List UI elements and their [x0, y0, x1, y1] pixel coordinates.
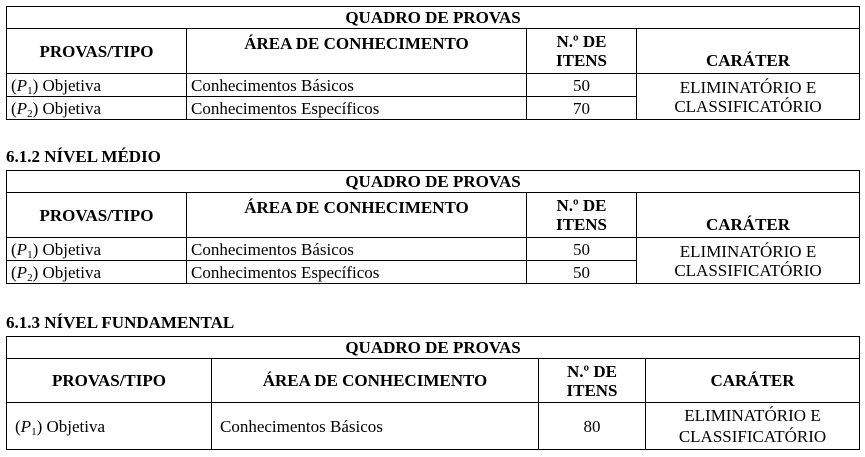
cell-provas-tipo: $(P_1)$ Objetiva	[7, 238, 187, 261]
header-numero-itens: N.º DE ITENS	[527, 29, 637, 74]
section-heading-nivel-medio: 6.1.2 NÍVEL MÉDIO	[6, 147, 161, 166]
cell-itens: 80	[539, 403, 646, 450]
quadro-provas-table-medio	[6, 170, 860, 284]
cell-itens: 50	[527, 74, 637, 97]
header-area-conhecimento: ÁREA DE CONHECIMENTO	[187, 193, 527, 238]
header-provas-tipo: PROVAS/TIPO	[7, 359, 212, 403]
cell-area: Conhecimentos Básicos	[187, 238, 527, 261]
cell-provas-tipo: $(P_1)$ Objetiva	[7, 403, 212, 450]
cell-itens: 50	[527, 261, 637, 284]
header-numero-itens: N.º DE ITENS	[539, 359, 646, 403]
header-carater: CARÁTER	[646, 359, 860, 403]
table-title: QUADRO DE PROVAS	[7, 7, 860, 29]
quadro-provas-table-superior	[6, 6, 860, 120]
quadro-provas-table-fundamental	[6, 336, 860, 450]
cell-provas-tipo: $(P_2)$ Objetiva	[7, 97, 187, 120]
table-row	[7, 238, 860, 261]
cell-itens: 70	[527, 97, 637, 120]
header-provas-tipo: PROVAS/TIPO	[7, 193, 187, 238]
cell-area: Conhecimentos Específicos	[187, 261, 527, 284]
table-row	[7, 403, 860, 450]
table-row	[7, 74, 860, 97]
header-area-conhecimento: ÁREA DE CONHECIMENTO	[187, 29, 527, 74]
cell-carater: ELIMINATÓRIO E CLASSIFICATÓRIO	[637, 74, 860, 120]
table-title: QUADRO DE PROVAS	[7, 337, 860, 359]
cell-provas-tipo: $(P_1)$ Objetiva	[7, 74, 187, 97]
cell-area: Conhecimentos Básicos	[212, 403, 539, 450]
cell-area: Conhecimentos Específicos	[187, 97, 527, 120]
header-carater: CARÁTER	[637, 29, 860, 74]
cell-itens: 50	[527, 238, 637, 261]
header-carater: CARÁTER	[637, 193, 860, 238]
table-title: QUADRO DE PROVAS	[7, 171, 860, 193]
cell-carater: ELIMINATÓRIO E CLASSIFICATÓRIO	[637, 238, 860, 284]
header-area-conhecimento: ÁREA DE CONHECIMENTO	[212, 359, 539, 403]
section-heading-nivel-fundamental: 6.1.3 NÍVEL FUNDAMENTAL	[6, 313, 235, 332]
header-numero-itens: N.º DE ITENS	[527, 193, 637, 238]
cell-carater: ELIMINATÓRIO E CLASSIFICATÓRIO	[646, 403, 860, 450]
header-provas-tipo: PROVAS/TIPO	[7, 29, 187, 74]
cell-area: Conhecimentos Básicos	[187, 74, 527, 97]
cell-provas-tipo: $(P_2)$ Objetiva	[7, 261, 187, 284]
